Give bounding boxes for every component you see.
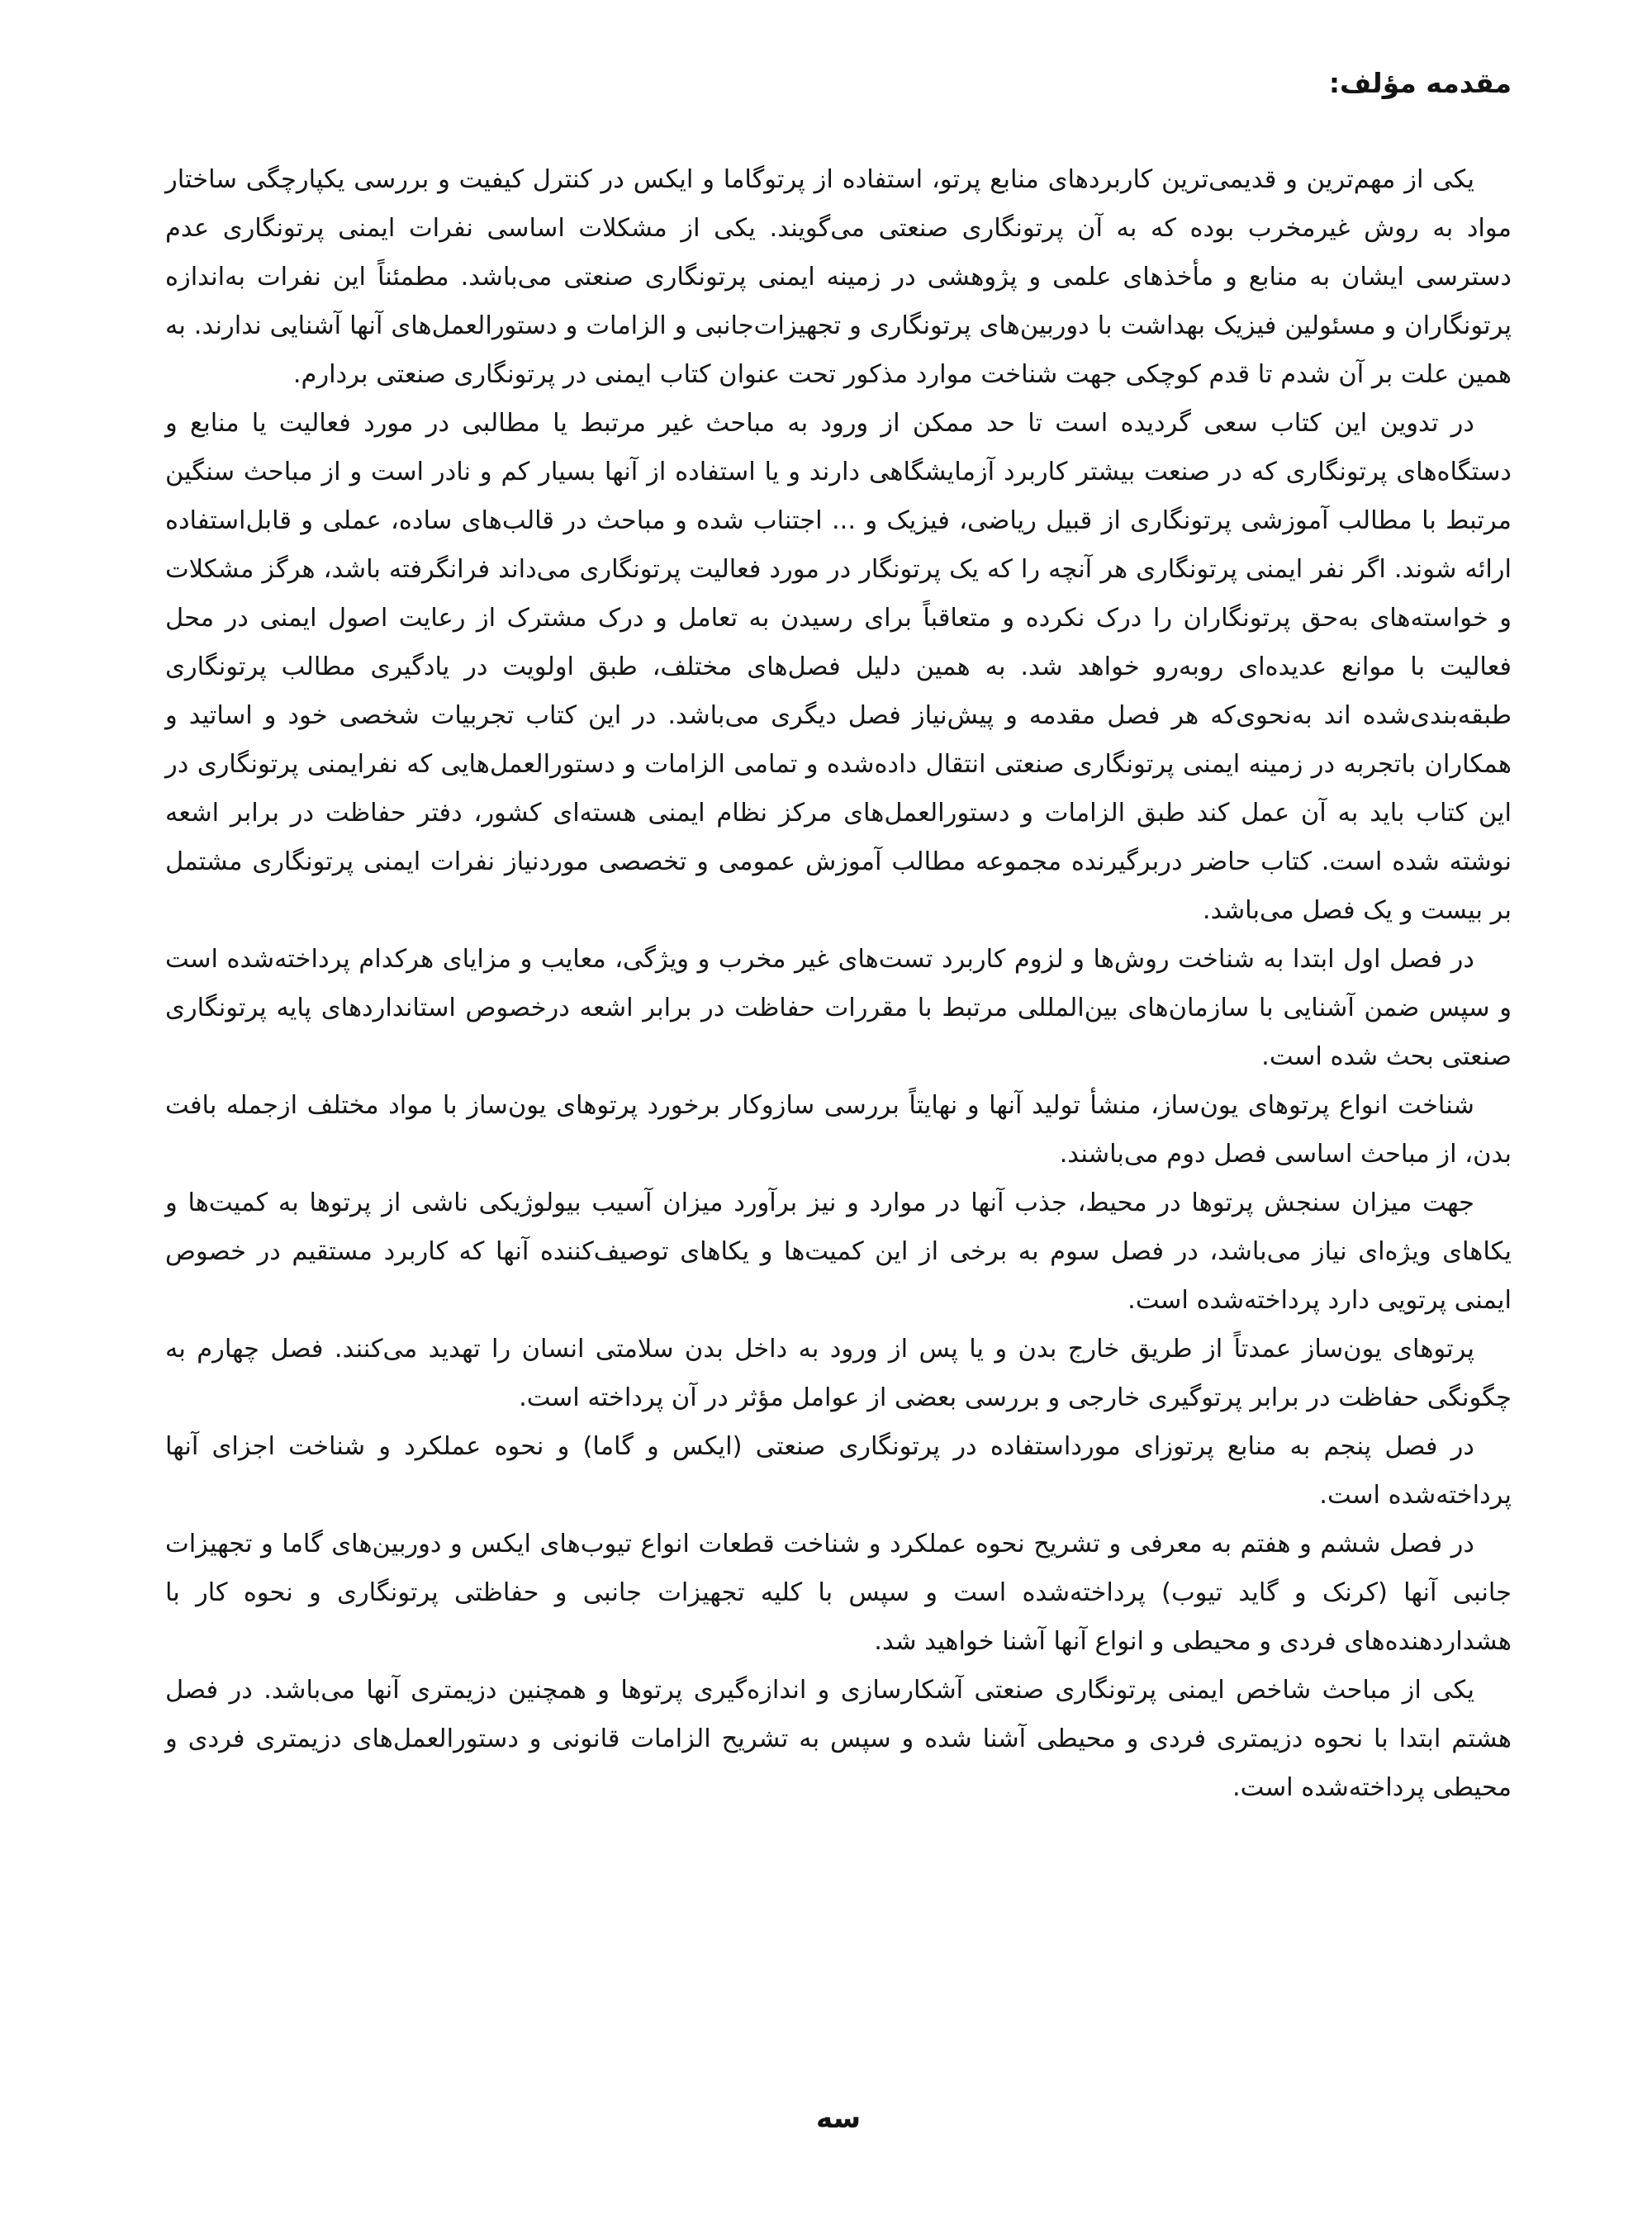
paragraph-3: در فصل اول ابتدا به شناخت روش‌ها و لزوم کاربرد تست‌های غیر مخرب و ویژگی، معایب و مزایای هرکدام پرداخته‌شده است و سپس ضمن آشنایی با سازمان‌های بین‌المللی مرتبط با مقررات حفاظت در برابر اشعه درخصوص استانداردهای پایه پرتونگاری صنعتی بحث شده است.	[165, 945, 1512, 1071]
page-number: سه	[815, 2102, 862, 2135]
paragraph-8: در فصل ششم و هفتم به معرفی و تشریح نحوه عملکرد و شناخت قطعات انواع تیوب‌های ایکس و دوربین‌های گاما و تجهیزات جانبی آنها (کرنک و گاید تیوب) پرداخته‌شده است و سپس با کلیه تجهیزات جانبی و حفاظتی پرتونگاری و نحوه کار با هشداردهنده‌های فردی و محیطی و انواع آنها آشنا خواهید شد.	[165, 1530, 1512, 1656]
paragraph-6: پرتوهای یون‌ساز عمدتاً از طریق خارج بدن و یا پس از ورود به داخل بدن سلامتی انسان را تهدید می‌کنند. فصل چهارم به چگونگی حفاظت در برابر پرتوگیری خارجی و بررسی بعضی از عوامل مؤثر در آن پرداخته است.	[165, 1335, 1512, 1412]
body-text	[165, 155, 1512, 1812]
document-page	[165, 0, 1512, 2239]
paragraph-2: در تدوین این کتاب سعی گردیده است تا حد ممکن از ورود به مباحث غیر مرتبط یا مطالبی در مورد فعالیت یا منابع و دستگاه‌های پرتونگاری که در صنعت بیشتر کاربرد آزمایشگاهی دارند و یا استفاده از آنها بسیار کم و نادر است و از مباحث سنگین مرتبط با مطالب آموزشی پرتونگاری از قبیل ریاضی، فیزیک و ... اجتناب شده و مباحث در قالب‌های ساده، عملی و قابل‌استفاده ارائه شوند. اگر نفر ایمنی پرتونگاری هر آنچه را که یک پرتونگار در مورد فعالیت پرتونگاری می‌داند فرانگرفته باشد، هرگز مشکلات و خواسته‌های به‌حق پرتونگاران را درک نکرده و متعاقباً برای رسیدن به تعامل و درک مشترک از رعایت اصول ایمنی در محل فعالیت با موانع عدیده‌ای روبه‌رو خواهد شد. به همین دلیل فصل‌های مختلف، طبق اولویت در یادگیری مطالب پرتونگاری طبقه‌بندی‌شده اند به‌نحوی‌که هر فصل مقدمه و پیش‌نیاز فصل دیگری می‌باشد. در این کتاب تجربیات شخصی خود و اساتید و همکاران باتجربه در زمینه ایمنی پرتونگاری صنعتی انتقال داده‌شده و تمامی الزامات و دستورالعمل‌هایی که نفرایمنی پرتونگاری در این کتاب باید به آن عمل کند طبق الزامات و دستورالعمل‌های مرکز نظام ایمنی هسته‌ای کشور، دفتر حفاظت در برابر اشعه نوشته شده است. کتاب حاضر دربرگیرنده مجموعه مطالب آموزش عمومی و تخصصی موردنیاز نفرات ایمنی پرتونگاری مشتمل بر بیست و یک فصل می‌باشد.	[165, 409, 1512, 925]
paragraph-1: یکی از مهم‌ترین و قدیمی‌ترین کاربردهای منابع پرتو، استفاده از پرتوگاما و ایکس در کنترل کیفیت و بررسی یکپارچگی ساختار مواد به روش غیرمخرب بوده که به آن پرتونگاری صنعتی می‌گویند. یکی از مشکلات اساسی نفرات ایمنی پرتونگاری عدم دسترسی ایشان به منابع و مأخذهای علمی و پژوهشی در زمینه ایمنی پرتونگاری صنعتی می‌باشد. مطمئناً این نفرات به‌اندازه پرتونگاران و مسئولین فیزیک بهداشت با دوربین‌های پرتونگاری و تجهیزات‌جانبی و الزامات و دستورالعمل‌های آنها آشنایی ندارند. به همین علت بر آن شدم تا قدم کوچکی جهت شناخت موارد مذکور تحت عنوان کتاب ایمنی در پرتونگاری صنعتی بردارم.	[165, 165, 1512, 389]
paragraph-5: جهت میزان سنجش پرتوها در محیط، جذب آنها در موارد و نیز برآورد میزان آسیب بیولوژیکی ناشی از پرتوها به کمیت‌ها و یکاهای ویژه‌ای نیاز می‌باشد، در فصل سوم به برخی از این کمیت‌ها و یکاهای توصیف‌کننده آنها که کاربرد مستقیم در خصوص ایمنی پرتویی دارد پرداخته‌شده است.	[165, 1188, 1512, 1315]
paragraph-7: در فصل پنجم به منابع پرتوزای مورداستفاده در پرتونگاری صنعتی (ایکس و گاما) و نحوه عملکرد و شناخت اجزای آنها پرداخته‌شده است.	[165, 1432, 1512, 1510]
page-title: مقدمه مؤلف:	[1328, 67, 1512, 99]
paragraph-4: شناخت انواع پرتوهای یون‌ساز، منشأ تولید آنها و نهایتاً بررسی سازوکار برخورد پرتوهای یون‌ساز با مواد مختلف ازجمله بافت بدن، از مباحث اساسی فصل دوم می‌باشند.	[165, 1091, 1512, 1169]
paragraph-9: یکی از مباحث شاخص ایمنی پرتونگاری صنعتی آشکارسازی و اندازه‌گیری پرتوها و همچنین دزیمتری آنها می‌باشد. در فصل هشتم ابتدا با نحوه دزیمتری فردی و محیطی آشنا شده و سپس به تشریح الزامات قانونی و دستورالعمل‌های دزیمتری فردی و محیطی پرداخته‌شده است.	[165, 1676, 1512, 1802]
